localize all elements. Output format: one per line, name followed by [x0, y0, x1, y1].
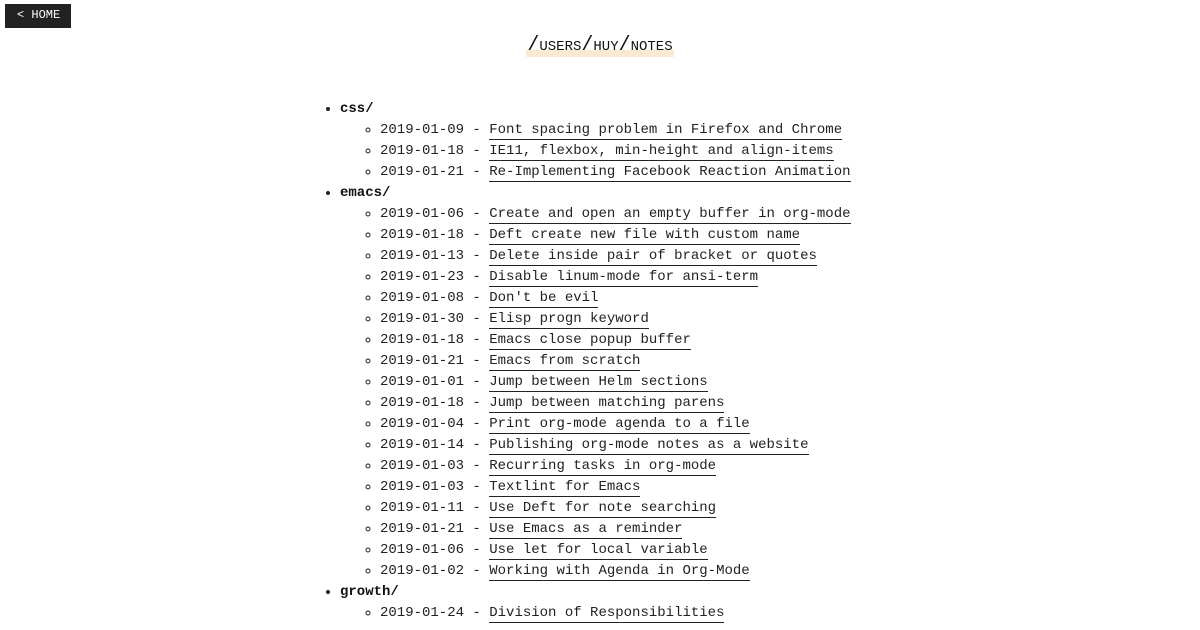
- folder-name: css/: [340, 101, 374, 117]
- page-title: /users/huy/notes: [526, 30, 673, 62]
- note-date: 2019-01-02: [380, 563, 465, 579]
- note-date: 2019-01-18: [380, 227, 465, 243]
- note-item: [380, 519, 851, 540]
- note-date: 2019-01-03: [380, 458, 465, 474]
- note-separator: -: [464, 227, 490, 243]
- note-link[interactable]: Division of Responsibilities: [489, 605, 725, 621]
- note-item: [380, 414, 851, 435]
- note-link[interactable]: Font spacing problem in Firefox and Chrome: [489, 122, 843, 138]
- note-date: 2019-01-03: [380, 479, 465, 495]
- note-date: 2019-01-08: [380, 290, 465, 306]
- note-separator: -: [464, 458, 490, 474]
- note-item: [380, 393, 851, 414]
- note-separator: -: [464, 332, 490, 348]
- folder-name: emacs/: [340, 185, 391, 201]
- note-date: 2019-01-14: [380, 437, 465, 453]
- note-link[interactable]: Jump between matching parens: [489, 395, 725, 411]
- note-link[interactable]: Create and open an empty buffer in org-mode: [489, 206, 851, 222]
- note-link[interactable]: Use Deft for note searching: [489, 500, 717, 516]
- note-item: [380, 204, 851, 225]
- note-item: [380, 120, 851, 141]
- note-item: [380, 330, 851, 351]
- note-link[interactable]: Don't be evil: [489, 290, 599, 306]
- note-item: [380, 162, 851, 183]
- note-link[interactable]: Recurring tasks in org-mode: [489, 458, 717, 474]
- page-title-container: [0, 30, 1200, 62]
- folder-item: [340, 183, 851, 582]
- note-date: 2019-01-13: [380, 248, 465, 264]
- note-separator: -: [464, 521, 490, 537]
- note-separator: -: [464, 416, 490, 432]
- note-separator: -: [464, 164, 490, 180]
- note-item: [380, 225, 851, 246]
- note-link[interactable]: Elisp progn keyword: [489, 311, 649, 327]
- note-separator: -: [464, 122, 490, 138]
- note-date: 2019-01-21: [380, 353, 465, 369]
- note-separator: -: [464, 500, 490, 516]
- note-link[interactable]: Disable linum-mode for ansi-term: [489, 269, 759, 285]
- notes-tree: [300, 99, 851, 624]
- note-separator: -: [464, 206, 490, 222]
- note-item: [380, 477, 851, 498]
- note-separator: -: [464, 374, 490, 390]
- note-date: 2019-01-06: [380, 206, 465, 222]
- note-link[interactable]: IE11, flexbox, min-height and align-items: [489, 143, 834, 159]
- note-date: 2019-01-04: [380, 416, 465, 432]
- note-link[interactable]: Use let for local variable: [489, 542, 708, 558]
- note-date: 2019-01-24: [380, 605, 465, 621]
- note-separator: -: [464, 269, 490, 285]
- folder-item: [340, 582, 851, 624]
- note-item: [380, 246, 851, 267]
- note-date: 2019-01-18: [380, 143, 465, 159]
- note-item: [380, 561, 851, 582]
- note-date: 2019-01-18: [380, 332, 465, 348]
- note-separator: -: [464, 479, 490, 495]
- note-separator: -: [464, 143, 490, 159]
- note-item: [380, 351, 851, 372]
- note-link[interactable]: Use Emacs as a reminder: [489, 521, 683, 537]
- note-item: [380, 141, 851, 162]
- note-date: 2019-01-01: [380, 374, 465, 390]
- note-date: 2019-01-11: [380, 500, 465, 516]
- note-date: 2019-01-21: [380, 521, 465, 537]
- note-date: 2019-01-30: [380, 311, 465, 327]
- note-separator: -: [464, 563, 490, 579]
- note-item: [380, 540, 851, 561]
- note-date: 2019-01-06: [380, 542, 465, 558]
- home-button[interactable]: < HOME: [5, 4, 71, 28]
- note-separator: -: [464, 353, 490, 369]
- note-date: 2019-01-18: [380, 395, 465, 411]
- note-separator: -: [464, 395, 490, 411]
- note-item: [380, 309, 851, 330]
- note-link[interactable]: Jump between Helm sections: [489, 374, 708, 390]
- note-link[interactable]: Emacs close popup buffer: [489, 332, 691, 348]
- notes-list: [340, 204, 851, 582]
- note-item: [380, 603, 851, 624]
- note-separator: -: [464, 437, 490, 453]
- note-item: [380, 498, 851, 519]
- note-link[interactable]: Publishing org-mode notes as a website: [489, 437, 809, 453]
- folder-item: [340, 99, 851, 183]
- notes-list: [340, 120, 851, 183]
- note-link[interactable]: Print org-mode agenda to a file: [489, 416, 750, 432]
- note-link[interactable]: Delete inside pair of bracket or quotes: [489, 248, 817, 264]
- note-date: 2019-01-09: [380, 122, 465, 138]
- note-separator: -: [464, 605, 490, 621]
- note-item: [380, 372, 851, 393]
- note-item: [380, 435, 851, 456]
- note-link[interactable]: Textlint for Emacs: [489, 479, 641, 495]
- note-separator: -: [464, 311, 490, 327]
- note-link[interactable]: Deft create new file with custom name: [489, 227, 801, 243]
- notes-list: [340, 603, 851, 624]
- note-item: [380, 456, 851, 477]
- note-date: 2019-01-21: [380, 164, 465, 180]
- note-separator: -: [464, 248, 490, 264]
- note-date: 2019-01-23: [380, 269, 465, 285]
- note-link[interactable]: Re-Implementing Facebook Reaction Animation: [489, 164, 851, 180]
- note-item: [380, 288, 851, 309]
- note-link[interactable]: Emacs from scratch: [489, 353, 641, 369]
- folder-name: growth/: [340, 584, 399, 600]
- note-separator: -: [464, 542, 490, 558]
- note-link[interactable]: Working with Agenda in Org-Mode: [489, 563, 750, 579]
- note-item: [380, 267, 851, 288]
- note-separator: -: [464, 290, 490, 306]
